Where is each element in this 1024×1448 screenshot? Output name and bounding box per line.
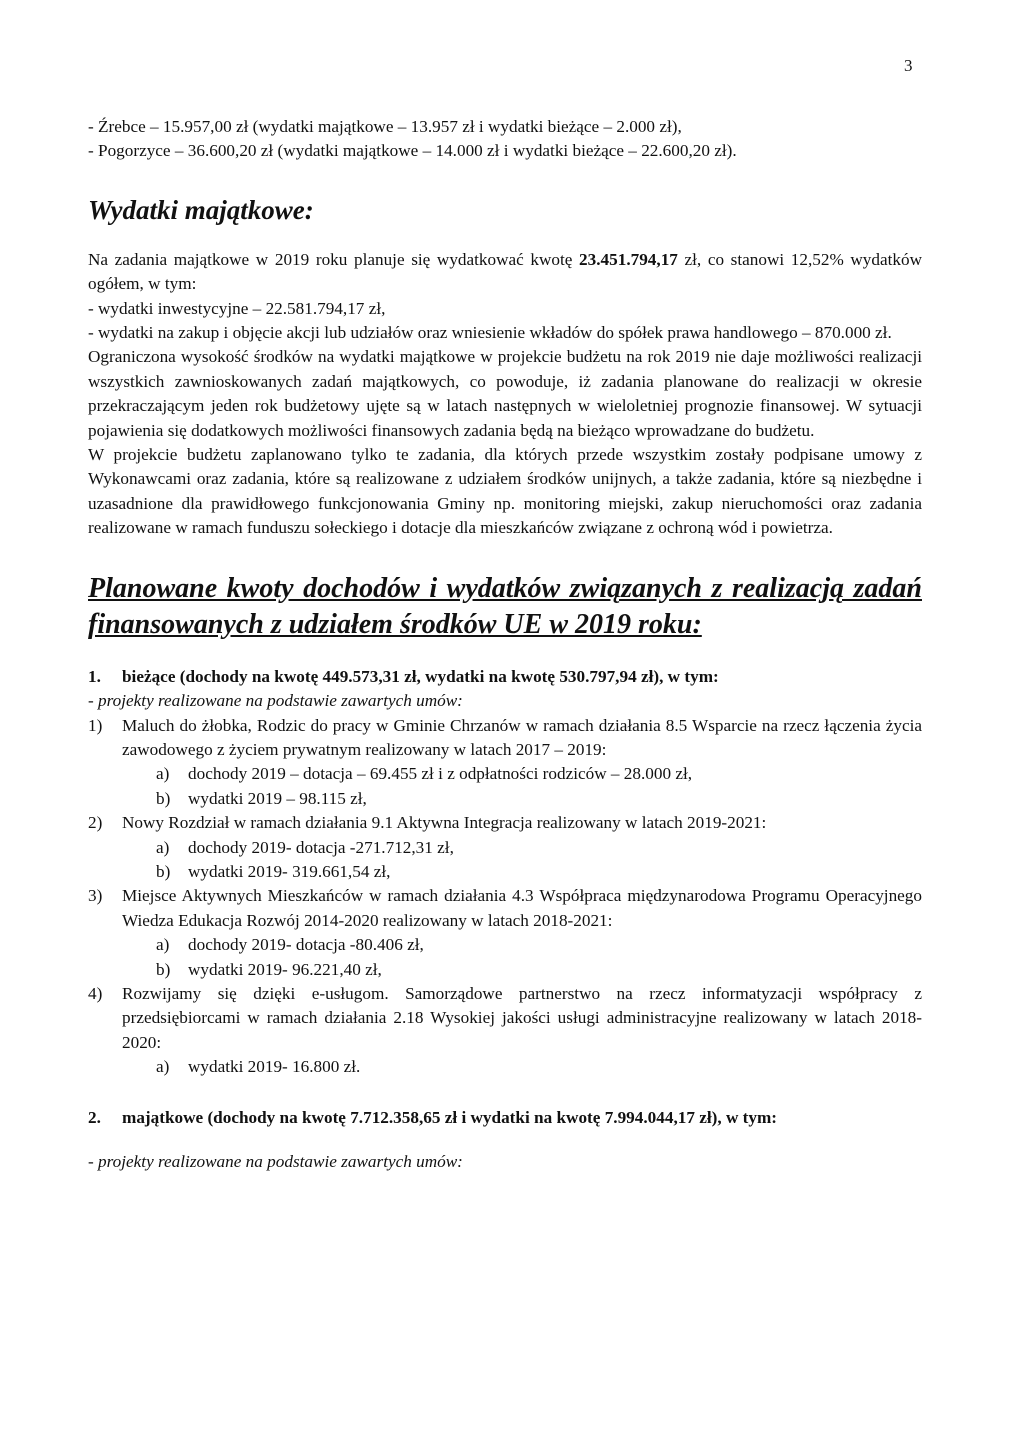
- subitem-text: wydatki 2019- 319.661,54 zł,: [188, 861, 391, 881]
- project-item: [88, 811, 922, 884]
- subitem-letter: a): [156, 764, 170, 784]
- p1-amount: 23.451.794,17: [579, 249, 678, 269]
- project-item-number: 4): [88, 983, 103, 1003]
- point-1-title: bieżące (dochody na kwotę 449.573,31 zł, wydatki na kwotę 530.797,94 zł), w tym:: [122, 666, 719, 686]
- subitem-letter: b): [156, 861, 171, 881]
- project-item-number: 3): [88, 886, 103, 906]
- heading-wydatki-majatkowe: Wydatki majątkowe:: [88, 194, 314, 225]
- document-body: [88, 115, 922, 1174]
- subitem-letter: a): [156, 1057, 170, 1077]
- subitem-text: wydatki 2019 – 98.115 zł,: [188, 788, 367, 808]
- project-subitems: [156, 762, 922, 811]
- project-item-number: 2): [88, 813, 103, 833]
- subitem-letter: a): [156, 935, 170, 955]
- project-item: [88, 714, 922, 812]
- project-subitem: [156, 1055, 922, 1079]
- subitem-letter: a): [156, 837, 170, 857]
- point-2-number: 2.: [88, 1107, 101, 1127]
- project-item-number: 1): [88, 715, 103, 735]
- project-subitem: [156, 933, 922, 957]
- subitem-text: dochody 2019 – dotacja – 69.455 zł i z odpłatności rodziców – 28.000 zł,: [188, 764, 693, 784]
- p1-text-a: Na zadania majątkowe w 2019 roku planuje się wydatkować kwotę: [88, 249, 580, 269]
- subitem-text: dochody 2019- dotacja -271.712,31 zł,: [188, 837, 454, 857]
- item-zakup-akcji: - wydatki na zakup i objęcie akcji lub udziałów oraz wniesienie wkładów do spółek prawa handlowego – 870.000 zł.: [88, 323, 892, 343]
- subitem-text: wydatki 2019- 96.221,40 zł,: [188, 959, 382, 979]
- point-1-number: 1.: [88, 666, 101, 686]
- subitem-text: dochody 2019- dotacja -80.406 zł,: [188, 935, 424, 955]
- heading-ue-funds: Planowane kwoty dochodów i wydatków związanych z realizacją zadań finansowanych z udziałem środków UE w 2019 roku:: [88, 572, 922, 640]
- project-subitems: [156, 836, 922, 885]
- point-majatkowe: [88, 1106, 922, 1130]
- project-subitem: [156, 762, 922, 786]
- page-number: 3: [904, 56, 913, 75]
- point-2-title: majątkowe (dochody na kwotę 7.712.358,65 zł i wydatki na kwotę 7.994.044,17 zł), w tym:: [122, 1107, 778, 1127]
- project-subitem: [156, 958, 922, 982]
- intro-line-pogorzyce: - Pogorzyce – 36.600,20 zł (wydatki majątkowe – 14.000 zł i wydatki bieżące – 22.600,20 zł).: [88, 141, 737, 161]
- point-2-subtitle: - projekty realizowane na podstawie zawartych umów:: [88, 1152, 463, 1171]
- paragraph-planned-tasks: W projekcie budżetu zaplanowano tylko te zadania, dla których przede wszystkim zostały podpisane umowy z Wykonawcami oraz zadania, które są realizowane z udziałem środków unijnych, a także zadania, które są niezbędne i uzasadnione dla prawidłowego funkcjonowania Gminy np. monitoring miejski, zakup nieruchomości oraz zadania realizowane w ramach funduszu sołeckiego i dotacje dla mieszkańców związane z ochroną wód i powietrza.: [88, 445, 922, 538]
- project-list: [88, 714, 922, 1080]
- subitem-letter: b): [156, 959, 171, 979]
- point-1-subtitle: - projekty realizowane na podstawie zawartych umów:: [88, 691, 463, 711]
- project-item-text: Maluch do żłobka, Rodzic do pracy w Gminie Chrzanów w ramach działania 8.5 Wsparcie na rzecz łączenia życia zawodowego z życiem prywatnym realizowany w latach 2017 – 2019:: [122, 715, 922, 759]
- p1-text-b: zł, co stanowi 12,52% wydatków ogółem, w tym:: [88, 249, 922, 294]
- subitem-letter: b): [156, 788, 171, 808]
- point-biezace: [88, 665, 922, 689]
- project-subitem: [156, 860, 922, 884]
- paragraph-planned-expenditure: [88, 248, 922, 297]
- project-subitems: [156, 933, 922, 982]
- project-subitems: [156, 1055, 922, 1079]
- project-item-text: Miejsce Aktywnych Mieszkańców w ramach działania 4.3 Współpraca międzynarodowa Programu Operacyjnego Wiedza Edukacja Rozwój 2014-2020 realizowany w latach 2018-2021:: [122, 886, 922, 930]
- project-item: [88, 884, 922, 982]
- project-item: [88, 982, 922, 1080]
- project-item-text: Nowy Rozdział w ramach działania 9.1 Aktywna Integracja realizowany w latach 2019-2021:: [122, 813, 767, 833]
- project-subitem: [156, 787, 922, 811]
- subitem-text: wydatki 2019- 16.800 zł.: [188, 1057, 361, 1077]
- paragraph-limited-funds: Ograniczona wysokość środków na wydatki majątkowe w projekcie budżetu na rok 2019 nie daje możliwości realizacji wszystkich zawnioskowanych zadań majątkowych, co powoduje, iż zadania planowane do realizacji w okresie przekraczającym jeden rok budżetowy ujęte są w latach następnych w wieloletniej prognozie finansowej. W sytuacji pojawienia się dodatkowych możliwości finansowych zadania będą na bieżąco wprowadzane do budżetu.: [88, 347, 922, 440]
- project-subitem: [156, 836, 922, 860]
- item-wydatki-inwestycyjne: - wydatki inwestycyjne – 22.581.794,17 zł,: [88, 298, 386, 318]
- intro-line-zrebce: - Źrebce – 15.957,00 zł (wydatki majątkowe – 13.957 zł i wydatki bieżące – 2.000 zł),: [88, 117, 682, 136]
- project-item-text: Rozwijamy się dzięki e-usługom. Samorządowe partnerstwo na rzecz informatyzacji współpracy z przedsiębiorcami w ramach działania 2.18 Wysokiej jakości usługi administracyjne realizowany w latach 2018-2020:: [122, 983, 922, 1052]
